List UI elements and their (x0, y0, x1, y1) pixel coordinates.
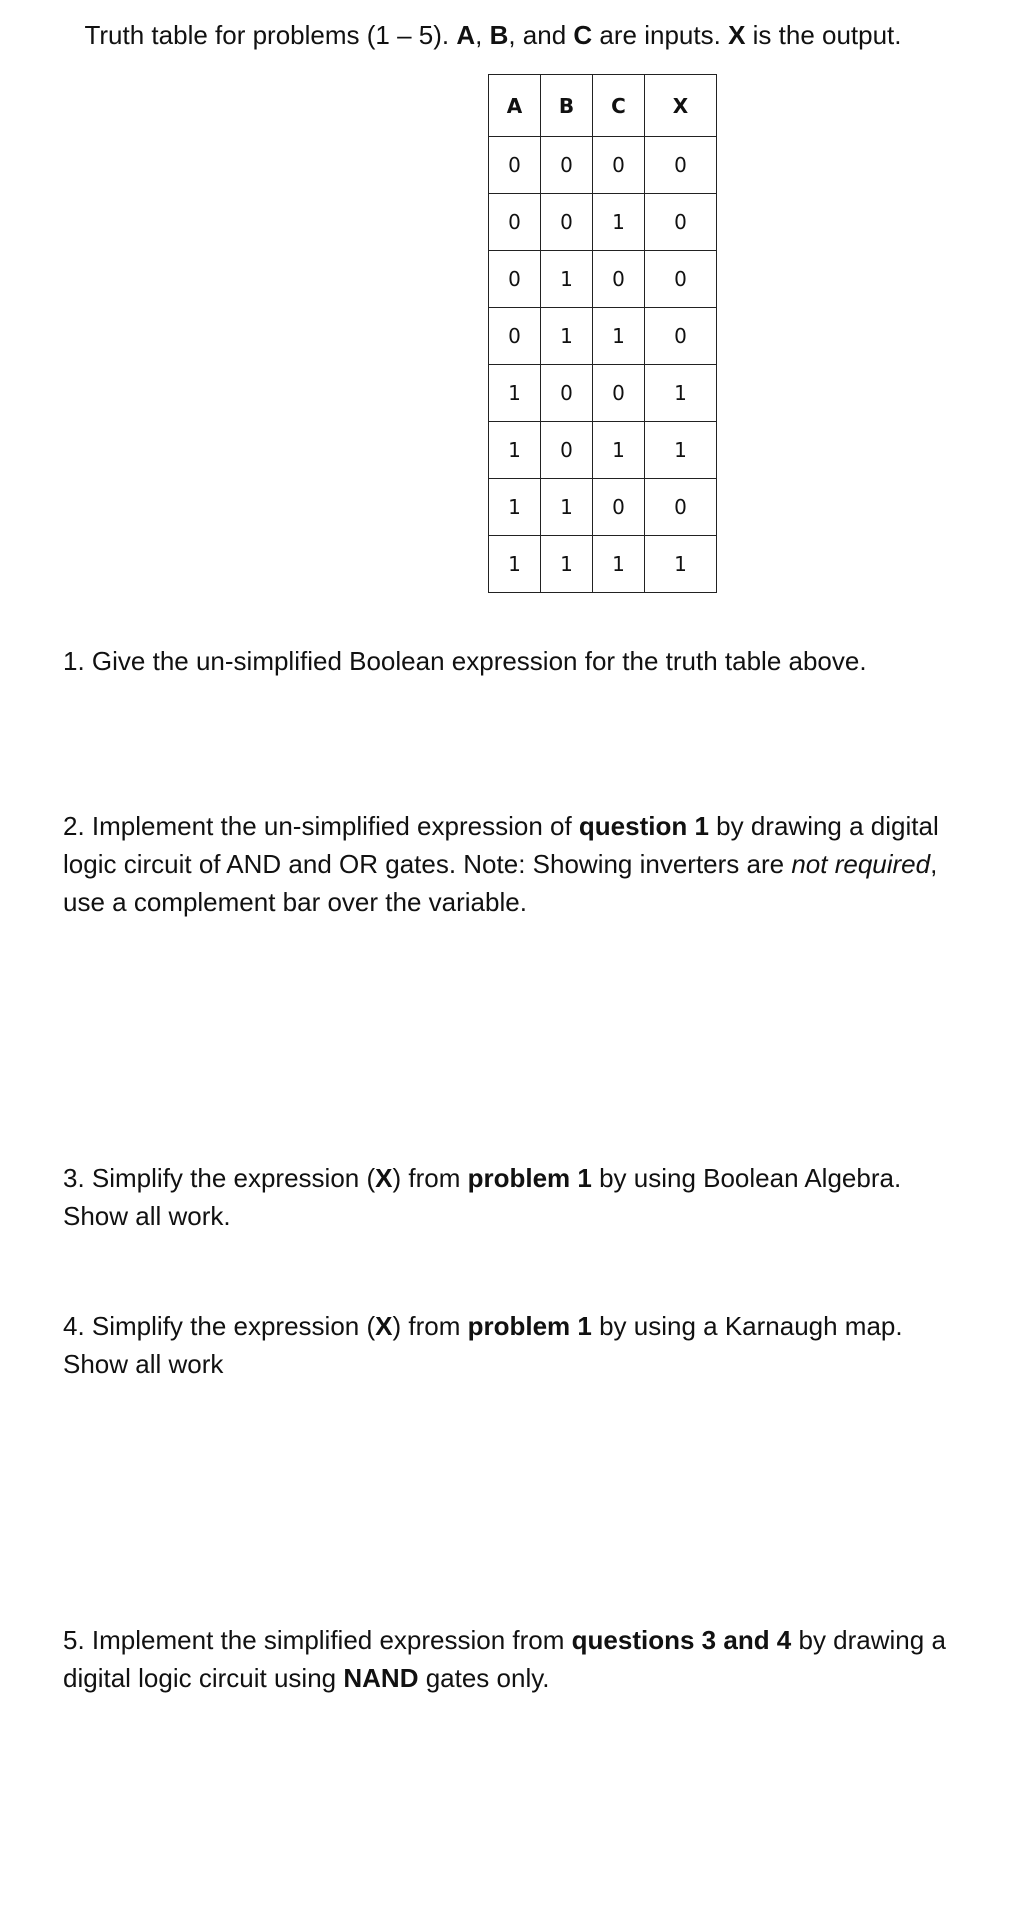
table-row (489, 365, 717, 422)
header-c: C (593, 75, 645, 137)
cell-x: 1 (645, 422, 717, 479)
table-row (489, 251, 717, 308)
question-text: 3. Simplify the expression ( (63, 1163, 376, 1193)
cell-a: 0 (489, 137, 541, 194)
question-text: 2. Implement the un-simplified expression of (63, 811, 579, 841)
intro-output-x: X (728, 20, 746, 50)
question-text: , use a complement bar over the variable. (63, 849, 938, 917)
cell-a: 1 (489, 536, 541, 593)
question-bold: questions 3 and 4 (571, 1625, 792, 1655)
table-row (489, 422, 717, 479)
cell-x: 1 (645, 365, 717, 422)
cell-b: 1 (541, 479, 593, 536)
cell-a: 1 (489, 365, 541, 422)
question-text: gates only. (418, 1663, 550, 1693)
table-row (489, 479, 717, 536)
question-bold: NAND (343, 1663, 419, 1693)
intro-input-b: B (489, 20, 509, 50)
question-5 (63, 1621, 963, 1697)
truth-table (488, 74, 717, 593)
question-3 (63, 1159, 963, 1235)
question-text: ) from (392, 1163, 468, 1193)
intro-part: are inputs. (592, 20, 729, 50)
cell-c: 0 (593, 365, 645, 422)
question-text: ) from (392, 1311, 468, 1341)
question-text: by drawing a digital logic circuit of AND and OR gates. Note: Showing inverters are (63, 811, 939, 879)
cell-x: 1 (645, 536, 717, 593)
cell-a: 1 (489, 422, 541, 479)
intro-input-c: C (573, 20, 593, 50)
question-text: 5. Implement the simplified expression from (63, 1625, 572, 1655)
intro-text (0, 18, 986, 52)
question-italic: not required (791, 849, 931, 879)
question-bold: question 1 (578, 811, 709, 841)
cell-a: 0 (489, 308, 541, 365)
cell-c: 1 (593, 422, 645, 479)
question-2 (63, 807, 963, 921)
cell-x: 0 (645, 137, 717, 194)
cell-c: 1 (593, 536, 645, 593)
cell-c: 0 (593, 137, 645, 194)
cell-x: 0 (645, 194, 717, 251)
cell-c: 0 (593, 479, 645, 536)
cell-b: 0 (541, 194, 593, 251)
table-row (489, 308, 717, 365)
header-a: A (489, 75, 541, 137)
cell-x: 0 (645, 308, 717, 365)
cell-a: 1 (489, 479, 541, 536)
question-4 (63, 1307, 963, 1383)
question-text: 4. Simplify the expression ( (63, 1311, 376, 1341)
question-1 (63, 642, 963, 680)
intro-part: , and (508, 20, 574, 50)
table-row (489, 137, 717, 194)
cell-x: 0 (645, 479, 717, 536)
header-x: X (645, 75, 717, 137)
truth-table-header-row (489, 75, 717, 137)
cell-c: 1 (593, 308, 645, 365)
cell-b: 1 (541, 251, 593, 308)
question-bold: problem 1 (467, 1163, 592, 1193)
cell-b: 1 (541, 308, 593, 365)
intro-input-a: A (456, 20, 476, 50)
question-1-text: 1. Give the un-simplified Boolean expression for the truth table above. (63, 646, 867, 676)
question-bold: problem 1 (467, 1311, 592, 1341)
cell-c: 0 (593, 251, 645, 308)
cell-c: 1 (593, 194, 645, 251)
question-text: by using Boolean Algebra. Show all work. (63, 1163, 902, 1231)
cell-x: 0 (645, 251, 717, 308)
cell-b: 1 (541, 536, 593, 593)
question-text: by using a Karnaugh map. Show all work (63, 1311, 903, 1379)
cell-a: 0 (489, 194, 541, 251)
table-row (489, 194, 717, 251)
intro-part: is the output. (745, 20, 902, 50)
header-b: B (541, 75, 593, 137)
intro-part: , (475, 20, 490, 50)
cell-a: 0 (489, 251, 541, 308)
cell-b: 0 (541, 422, 593, 479)
question-text: by drawing a digital logic circuit using (63, 1625, 946, 1693)
question-bold: X (375, 1163, 393, 1193)
table-row (489, 536, 717, 593)
cell-b: 0 (541, 137, 593, 194)
intro-part: Truth table for problems (1 – 5). (84, 20, 457, 50)
cell-b: 0 (541, 365, 593, 422)
question-bold: X (375, 1311, 393, 1341)
